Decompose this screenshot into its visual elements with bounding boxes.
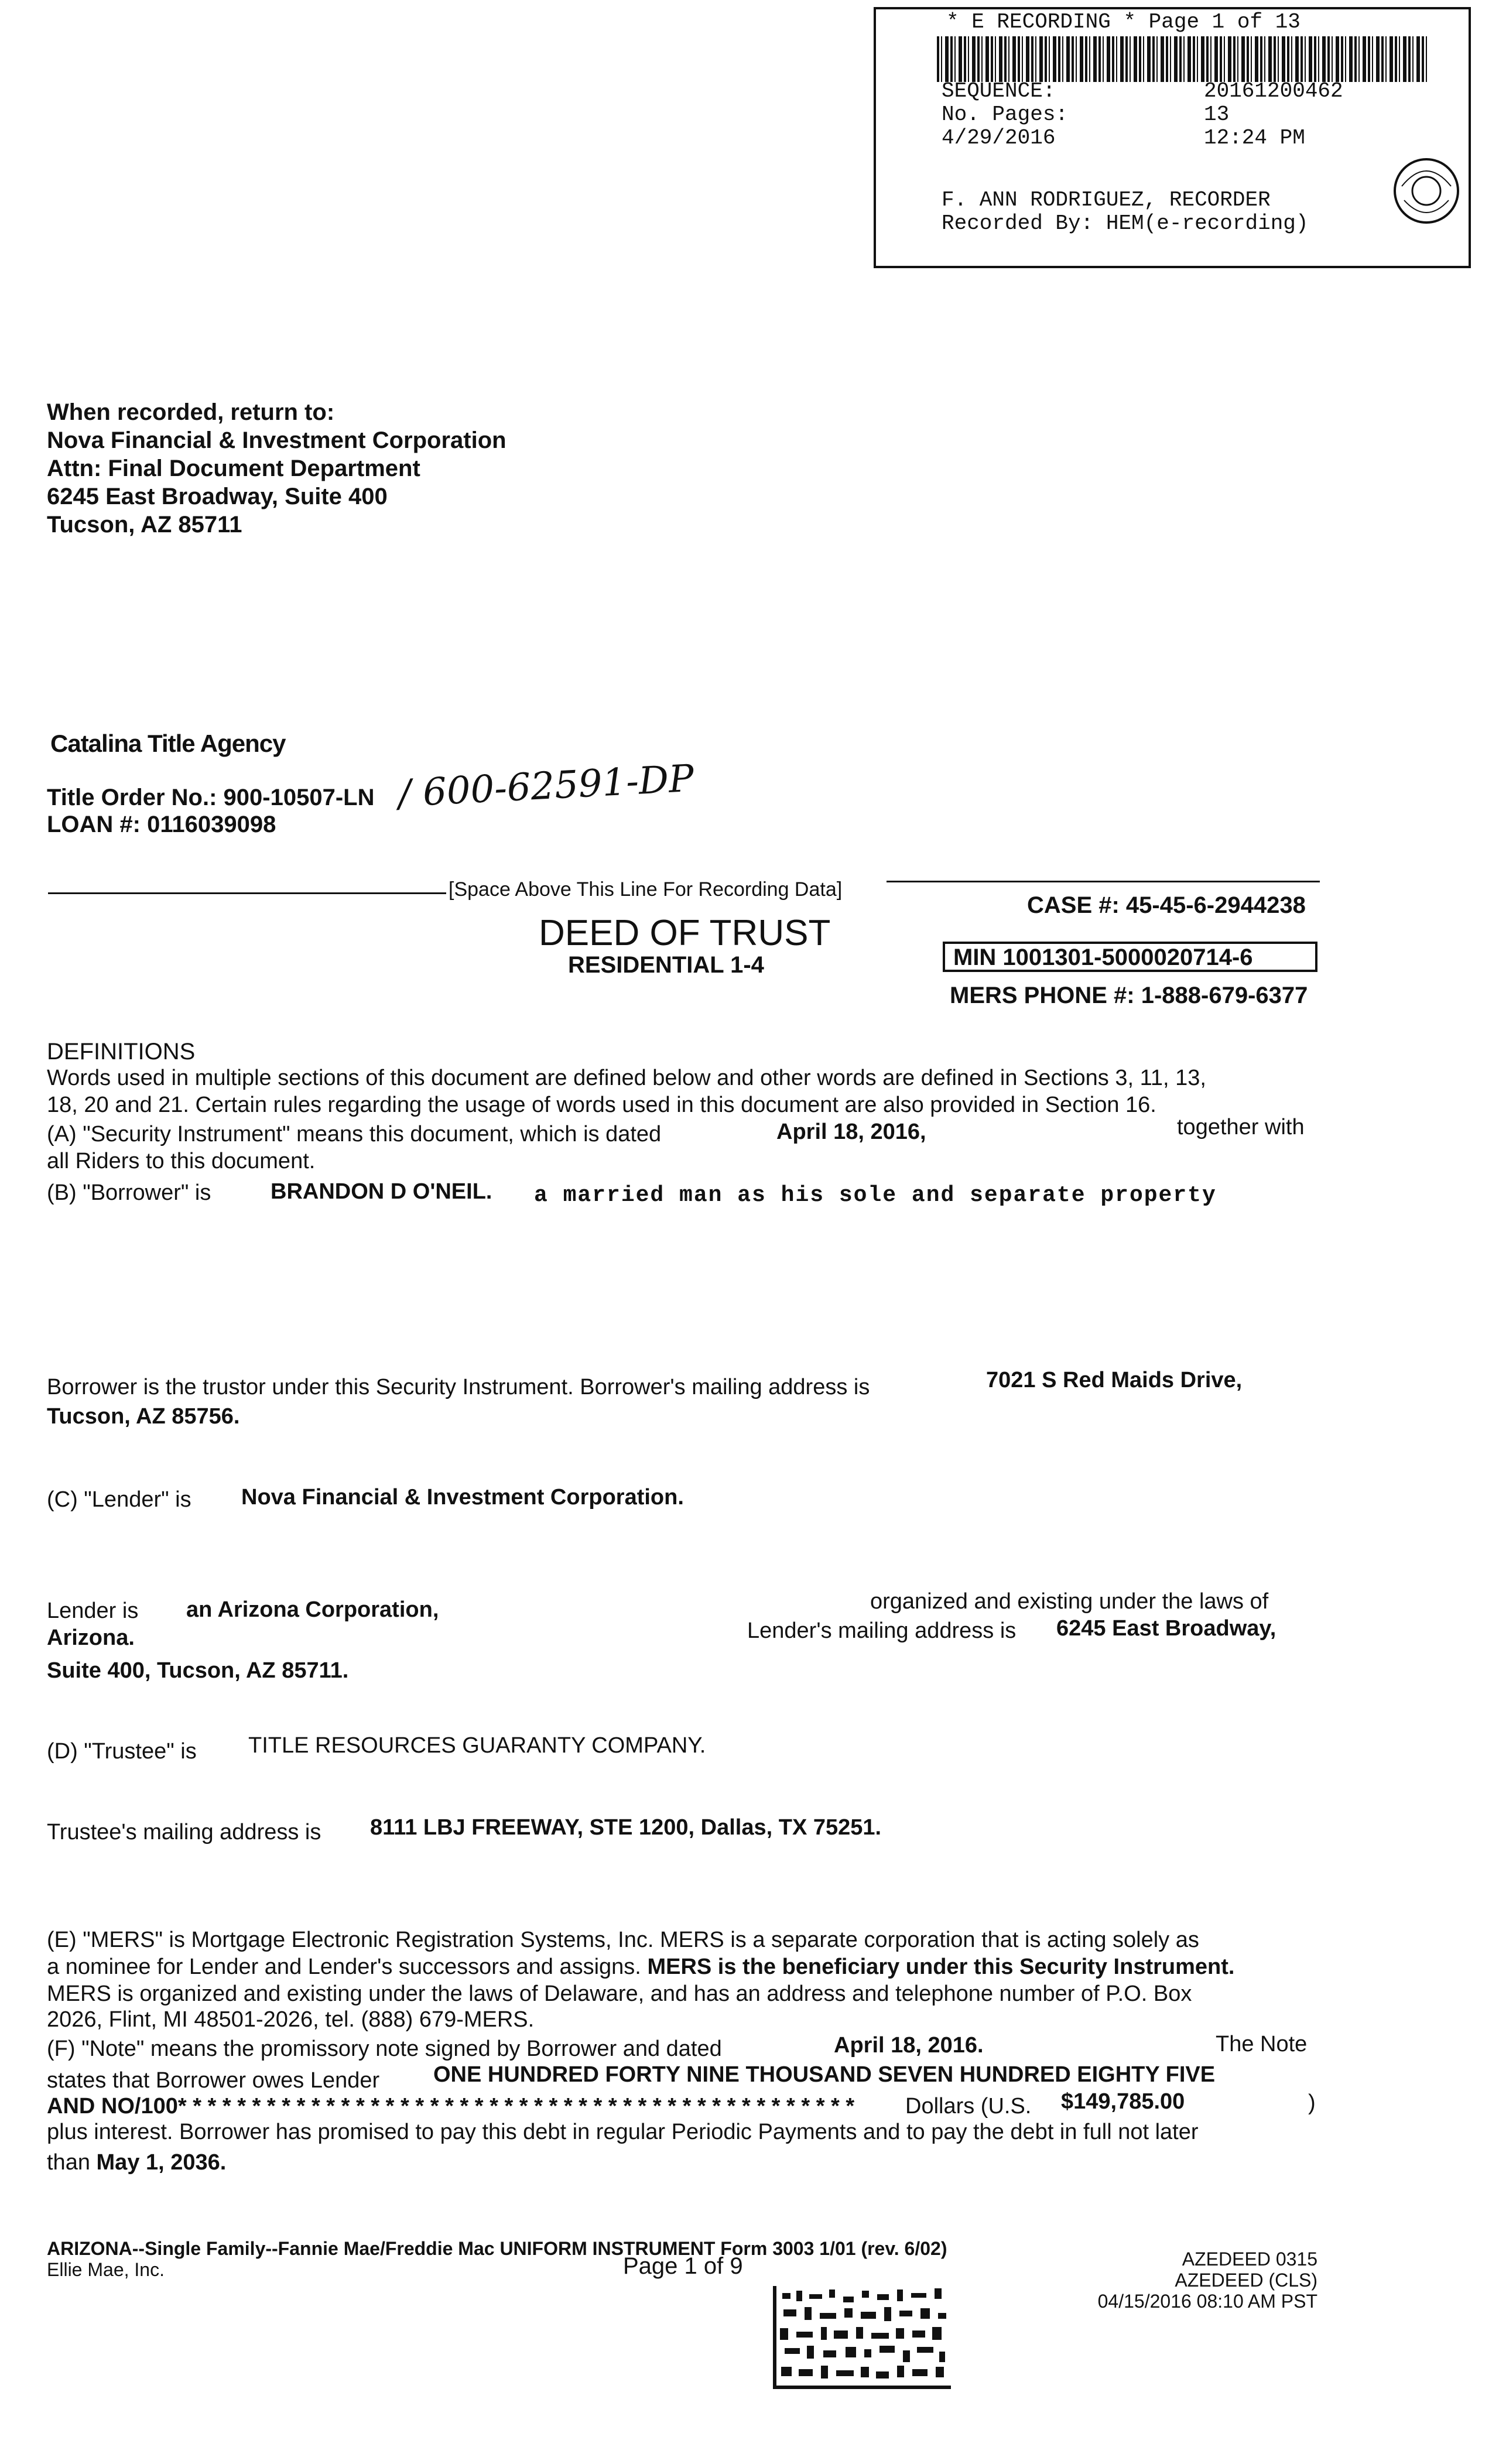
borrower-address-line2: Tucson, AZ 85756. bbox=[47, 1404, 240, 1429]
maturity-date: May 1, 2036. bbox=[96, 2150, 227, 2175]
def-b-trustor: Borrower is the trustor under this Security Instrument. Borrower's mailing address is bbox=[47, 1375, 870, 1399]
return-to-street: 6245 East Broadway, Suite 400 bbox=[47, 484, 388, 509]
return-to-company: Nova Financial & Investment Corporation bbox=[47, 427, 506, 453]
mers-phone: MERS PHONE #: 1-888-679-6377 bbox=[950, 983, 1308, 1008]
def-e-line3: MERS is organized and existing under the laws of Delaware, and has an address and telephone number of P.O. Box bbox=[47, 1982, 1192, 2006]
def-a-together: together with bbox=[1177, 1115, 1305, 1139]
lender-is-label: Lender is bbox=[47, 1599, 139, 1623]
recorded-by: Recorded By: HEM(e-recording) bbox=[942, 211, 1309, 235]
data-matrix-barcode-icon bbox=[773, 2286, 951, 2389]
lender-state: Arizona. bbox=[47, 1625, 135, 1650]
loan-amount-words-line2: AND NO/100* * * * * * * * * * * * * * * * * * * * * * * * * * * * * * * * * * * * * * * * * * * * * * bbox=[47, 2094, 855, 2119]
separator-left bbox=[48, 892, 446, 894]
separator-right bbox=[887, 881, 1320, 882]
stamp-date: 4/29/2016 bbox=[942, 126, 1056, 150]
footer-timestamp: 04/15/2016 08:10 AM PST bbox=[1097, 2291, 1317, 2312]
lender-entity-type: an Arizona Corporation, bbox=[186, 1597, 439, 1622]
footer-page-number: Page 1 of 9 bbox=[623, 2253, 743, 2279]
trustee-name: TITLE RESOURCES GUARANTY COMPANY. bbox=[248, 1733, 706, 1758]
barcode-icon bbox=[937, 36, 1429, 82]
stamp-header: * E RECORDING * Page 1 of 13 bbox=[946, 10, 1300, 34]
lender-address-line1: 6245 East Broadway, bbox=[1056, 1616, 1276, 1641]
return-to-heading: When recorded, return to: bbox=[47, 399, 335, 425]
def-f-the-note: The Note bbox=[1216, 2032, 1308, 2056]
title-order-number: Title Order No.: 900-10507-LN bbox=[47, 785, 375, 810]
lender-organized: organized and existing under the laws of bbox=[870, 1589, 1269, 1614]
def-e-line2-text: a nominee for Lender and Lender's successors and assigns. bbox=[47, 1955, 641, 1979]
definitions-heading: DEFINITIONS bbox=[47, 1039, 196, 1065]
def-b-label: (B) "Borrower" is bbox=[47, 1180, 211, 1205]
def-f-line4: plus interest. Borrower has promised to pay this debt in regular Periodic Payments and to pay the debt in full not later bbox=[47, 2120, 1199, 2144]
sequence-label: SEQUENCE: bbox=[942, 79, 1056, 103]
def-e-line1: (E) "MERS" is Mortgage Electronic Registration Systems, Inc. MERS is a separate corporation that is acting solely as bbox=[47, 1928, 1199, 1952]
def-f-than: than bbox=[47, 2150, 90, 2175]
stamp-time: 12:24 PM bbox=[1204, 126, 1305, 150]
closing-paren: ) bbox=[1308, 2090, 1316, 2115]
borrower-vesting: a married man as his sole and separate property bbox=[534, 1183, 1217, 1208]
return-to-city: Tucson, AZ 85711 bbox=[47, 512, 242, 538]
definitions-intro-line1: Words used in multiple sections of this document are defined below and other words are defined in Sections 3, 11, 13, bbox=[47, 1066, 1206, 1090]
def-a-riders: all Riders to this document. bbox=[47, 1149, 316, 1173]
def-e-line2 bbox=[47, 1953, 1234, 1980]
handwritten-order-note: / 600-62591-DP bbox=[397, 757, 695, 816]
mers-beneficiary-statement: MERS is the beneficiary under this Security Instrument. bbox=[647, 1955, 1235, 1979]
pages-label: No. Pages: bbox=[942, 102, 1069, 126]
def-d-label: (D) "Trustee" is bbox=[47, 1739, 197, 1764]
sequence-value: 20161200462 bbox=[1204, 79, 1343, 103]
loan-number: LOAN #: 0116039098 bbox=[47, 812, 276, 837]
county-seal-icon bbox=[1391, 156, 1462, 226]
lender-name: Nova Financial & Investment Corporation. bbox=[241, 1485, 684, 1510]
pages-value: 13 bbox=[1204, 102, 1230, 126]
footer-vendor: Ellie Mae, Inc. bbox=[47, 2259, 165, 2280]
footer-form-id: ARIZONA--Single Family--Fannie Mae/Freddie Mac UNIFORM INSTRUMENT Form 3003 1/01 (rev. 6/02) bbox=[47, 2238, 947, 2259]
trustee-address: 8111 LBJ FREEWAY, STE 1200, Dallas, TX 75251. bbox=[370, 1815, 882, 1840]
document-title: DEED OF TRUST bbox=[539, 913, 831, 953]
borrower-name: BRANDON D O'NEIL. bbox=[271, 1179, 492, 1204]
case-number: CASE #: 45-45-6-2944238 bbox=[1027, 892, 1306, 918]
recorder-name: F. ANN RODRIGUEZ, RECORDER bbox=[942, 188, 1271, 212]
lender-mailing-label: Lender's mailing address is bbox=[747, 1618, 1017, 1643]
lender-address-line2: Suite 400, Tucson, AZ 85711. bbox=[47, 1658, 349, 1683]
dollars-label: Dollars (U.S. bbox=[905, 2094, 1032, 2119]
footer-code1: AZEDEED 0315 bbox=[1182, 2249, 1317, 2270]
definitions-intro-line2: 18, 20 and 21. Certain rules regarding the usage of words used in this document are also provided in Section 16. bbox=[47, 1093, 1156, 1117]
min-number: MIN 1001301-5000020714-6 bbox=[943, 942, 1317, 972]
title-agency: Catalina Title Agency bbox=[50, 730, 286, 757]
borrower-address-line1: 7021 S Red Maids Drive, bbox=[986, 1368, 1243, 1392]
space-above-label: [Space Above This Line For Recording Data] bbox=[449, 878, 843, 901]
def-e-line4: 2026, Flint, MI 48501-2026, tel. (888) 679-MERS. bbox=[47, 2007, 535, 2032]
def-a-date: April 18, 2016, bbox=[776, 1120, 926, 1144]
def-f-owes: states that Borrower owes Lender bbox=[47, 2068, 380, 2093]
def-f-line5 bbox=[47, 2149, 226, 2176]
footer-code2: AZEDEED (CLS) bbox=[1175, 2270, 1317, 2291]
note-date: April 18, 2016. bbox=[834, 2033, 984, 2058]
loan-amount-words-line1: ONE HUNDRED FORTY NINE THOUSAND SEVEN HUNDRED EIGHTY FIVE bbox=[433, 2062, 1216, 2087]
return-to-attn: Attn: Final Document Department bbox=[47, 456, 420, 481]
recording-stamp bbox=[874, 7, 1471, 268]
trustee-mailing-label: Trustee's mailing address is bbox=[47, 1820, 321, 1844]
def-a-label: (A) "Security Instrument" means this document, which is dated bbox=[47, 1122, 662, 1147]
loan-amount-value: $149,785.00 bbox=[1061, 2089, 1185, 2114]
return-to-block bbox=[47, 398, 506, 539]
def-c-label: (C) "Lender" is bbox=[47, 1487, 191, 1512]
def-f-label: (F) "Note" means the promissory note signed by Borrower and dated bbox=[47, 2037, 722, 2061]
document-subtitle: RESIDENTIAL 1-4 bbox=[568, 952, 764, 978]
